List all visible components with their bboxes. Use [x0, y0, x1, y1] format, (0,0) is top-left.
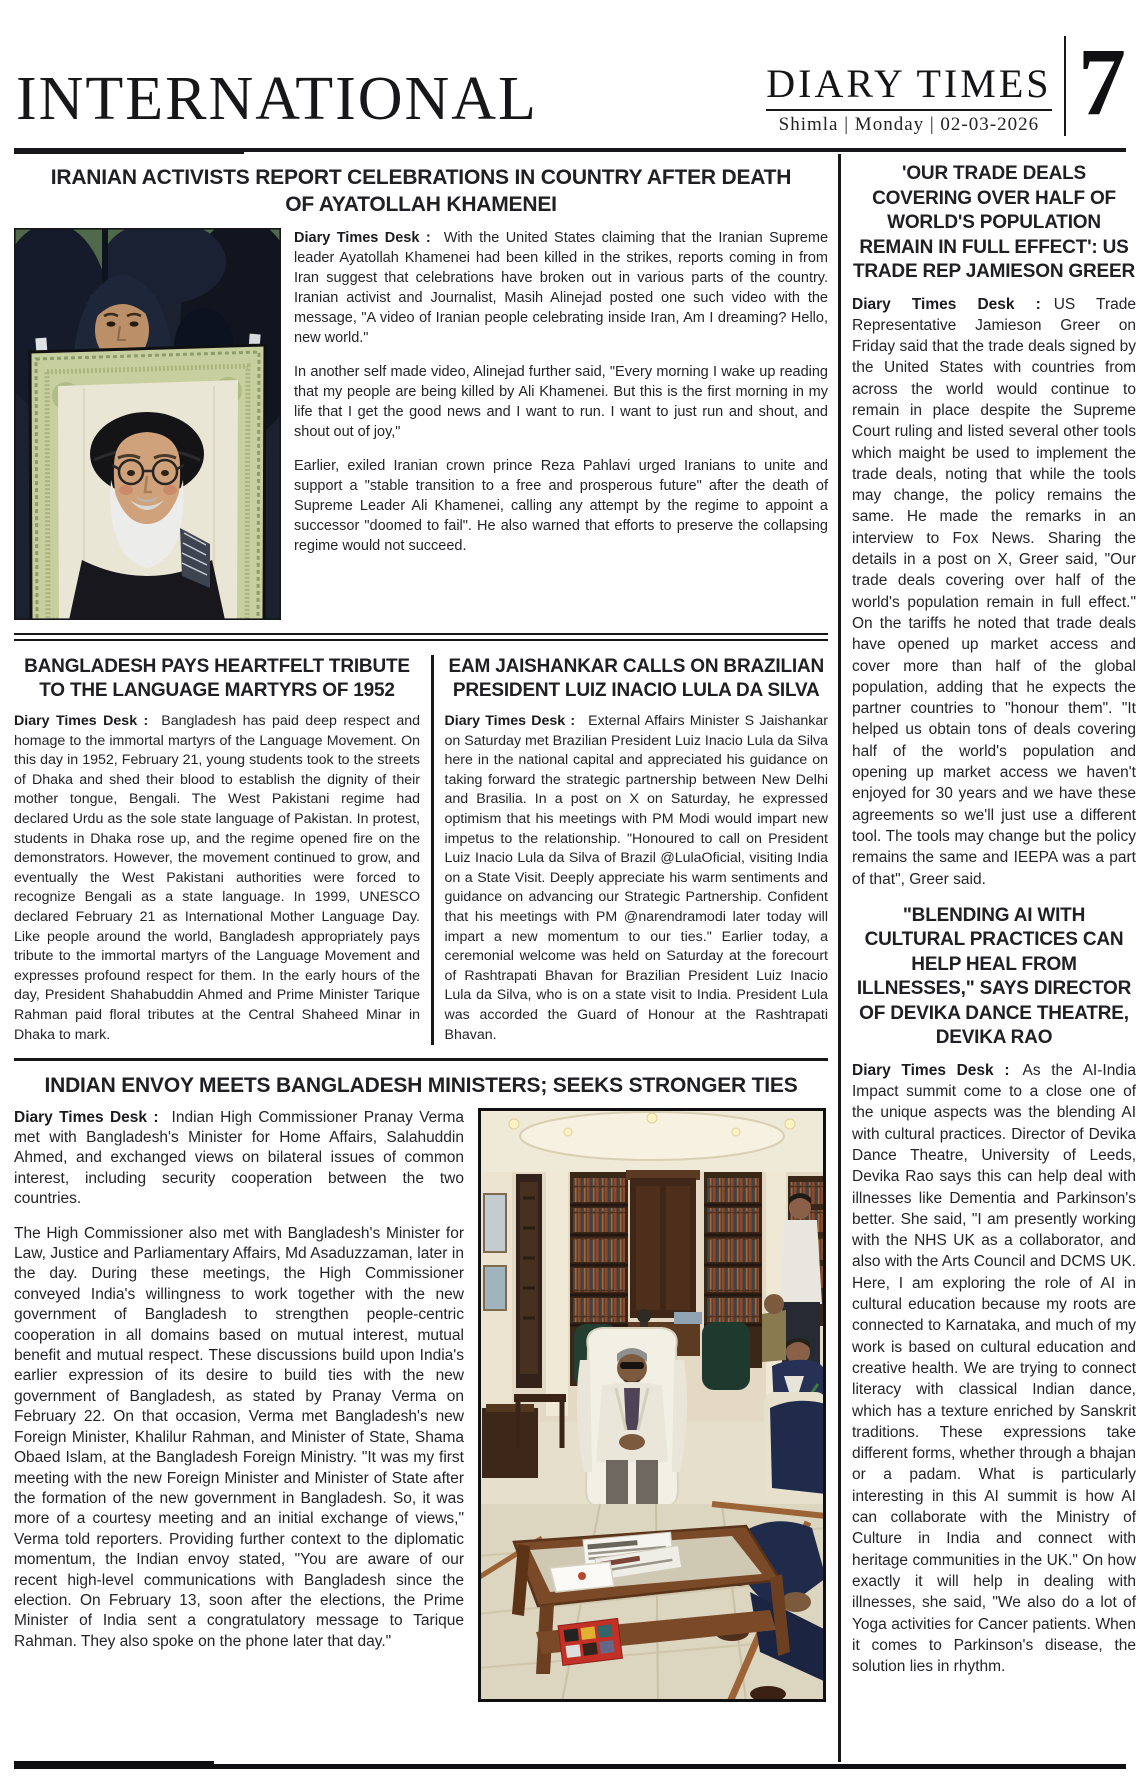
paragraph-text: Indian High Commissioner Pranay Verma met with Bangladesh's Minister for Home Affairs, Salahuddin Ahmed, and exchanged views on bilateral issues of common interest, including security cooperation between the two countries.	[14, 1108, 464, 1208]
headline-bangladesh: BANGLADESH PAYS HEARTFELT TRIBUTE TO THE LANGUAGE MARTYRS OF 1952	[24, 656, 410, 701]
middle-section	[14, 655, 828, 1045]
footer-rule	[14, 1764, 1126, 1769]
khamenei-poster-photo	[14, 228, 281, 620]
desk-label: Diary Times Desk :	[852, 1061, 1010, 1079]
paragraph-text: As the AI-India Impact summit come to a close one of the unique aspects was the blending AI with cultural practices. Director of Devika Dance Theatre, University of Leeds, Devika Rao says this can help deal with illnesses like Dementia and Parkinson's better. She said, "I am presently working with the NHS UK as a collaborator, and also with the Arts Council and DCMS UK. Here, I am exploring the role of AI in cultural education because my roots are connected to Karnataka, and much of my work is based on cultural education and creative health. We are trying to connect literacy with classical Indian dance, which has a texture enriched by Sanskrit traditions. These expressions take different forms, whether through a bhajan or a padam. What is particularly interesting in this AI summit is how AI can collaborate with the Ministry of Culture in India and connect with heritage communities in the UK." On how exactly it will help in dealing with illnesses, she said, "We also do a lot of Yoga activities for Cancer patients. When it comes to Parkinson's disease, the solution lies in rhythm.	[852, 1061, 1136, 1676]
paragraph-text: With the United States claiming that the Iranian Supreme leader Ayatollah Khamenei had been killed in the strikes, reports coming in from Iran suggest that celebrations have broken out in various parts of the country. Iranian activist and Journalist, Masih Alinejad posted one such video with the message, "A video of Iranian people celebrating inside Iran, Am I dreaming? Hello, new world."	[294, 230, 829, 346]
right-column-divider	[838, 154, 841, 1762]
main-area	[14, 158, 828, 1702]
paragraph	[852, 294, 1136, 890]
article-devika-body	[852, 1060, 1136, 1678]
headline-trade: 'OUR TRADE DEALS COVERING OVER HALF OF WORLD'S POPULATION REMAIN IN FULL EFFECT': US TRADE REP JAMIESON GREER	[852, 163, 1135, 282]
page-number: 7	[1078, 28, 1126, 135]
article-jaishankar-body	[445, 712, 829, 1045]
article-devika	[852, 904, 1136, 1678]
masthead-cluster	[766, 28, 1126, 136]
paragraph	[14, 1108, 464, 1210]
desk-label: Diary Times Desk :	[14, 1108, 159, 1126]
article-trade-body	[852, 294, 1136, 890]
headline-iran: IRANIAN ACTIVISTS REPORT CELEBRATIONS IN COUNTRY AFTER DEATH OF AYATOLLAH KHAMENEI	[50, 166, 792, 216]
masthead-divider	[1064, 36, 1067, 136]
desk-label: Diary Times Desk :	[294, 230, 431, 246]
article-jaishankar	[445, 655, 829, 1045]
desk-label: Diary Times Desk :	[444, 713, 576, 729]
paragraph	[852, 1060, 1136, 1678]
headline-devika: "BLENDING AI WITH CULTURAL PRACTICES CAN HELP HEAL FROM ILLNESSES," SAYS DIRECTOR OF DEVIKA DANCE THEATRE, DEVIKA RAO	[856, 904, 1132, 1049]
paragraph: The High Commissioner also met with Bangladesh's Minister for Law, Justice and Parliamentary Affairs, Md Asaduzzaman, later in the day. During these meetings, the High Commissioner conveyed India's willingness to work together with the new government of Bangladesh to strengthen people-centric cooperation in all domains based on mutual interest, mutual benefit and mutual respect. These discussions build upon India's earlier expression of its desire to build ties with the new government of Bangladesh, as stated by Pranay Verma on February 22. On that occasion, Verma met Bangladesh's new Foreign Minister, Khalilur Rahman, and Minister of State, Shama Obaed Islam, at the Bangladesh Foreign Ministry. "It was my first meeting with the new Foreign Minister and Minister of State after the formation of the new government in Bangladesh. So, it was more of a courtesy meeting and an initial exchange of views," Verma told reporters. Providing further context to the diplomatic momentum, the Indian envoy stated, "You are aware of our recent high-level communications with Bangladesh since the election. On February 13, soon after the elections, the Prime Minister of India sent a congratulatory message to Tarique Rahman. They also spoke on the phone later that day."	[14, 1224, 464, 1650]
article-iran-body	[294, 228, 828, 556]
page-header	[16, 20, 1126, 136]
article-envoy	[14, 1108, 828, 1702]
article-trade	[852, 162, 1136, 890]
paragraph-text: Bangladesh has paid deep respect and homage to the immortal martyrs of the Language Movement. On this day in 1952, February 21, young students took to the streets of Dhaka and shed their blood to establish the dignity of their mother tongue, Bengali. The West Pakistani regime had declared Urdu as the sole state language of Pakistan. In protest, students in Dhaka rose up, and the regime opened fire on the demonstrators. However, the movement continued to grow, and eventually the West Pakistani authorities were forced to recognize Bengali as a state language. In 1999, UNESCO declared February 21 as International Mother Language Day. Like people around the world, Bangladesh appropriately pays tribute to the immortal martyrs of the Language Movement and expresses profound respect for them. In the early hours of the day, President Shahabuddin Ahmed and Prime Minister Tarique Rahman paid floral tributes at the Central Shaheed Minar in Dhaka to mark.	[14, 713, 420, 1043]
desk-label: Diary Times Desk :	[852, 295, 1041, 313]
paragraph	[14, 712, 420, 1045]
meeting-room-photo	[478, 1108, 826, 1702]
section-double-rule	[14, 633, 828, 641]
desk-label: Diary Times Desk :	[14, 713, 149, 729]
masthead-block	[766, 36, 1051, 136]
masthead-rule	[766, 109, 1051, 112]
section-rule	[14, 1058, 828, 1061]
headline-jaishankar: EAM JAISHANKAR CALLS ON BRAZILIAN PRESIDENT LUIZ INACIO LULA DA SILVA	[448, 656, 825, 701]
article-bangladesh-body	[14, 712, 420, 1045]
paragraph	[294, 228, 828, 348]
column-divider	[431, 655, 434, 1045]
article-iran	[14, 228, 828, 620]
paragraph	[445, 712, 829, 1045]
masthead-title: DIARY TIMES	[766, 60, 1052, 106]
article-envoy-body	[14, 1108, 464, 1653]
paragraph-text: US Trade Representative Jamieson Greer on Friday said that the trade deals signed by the United States with countries from across the world would continue to remain in place despite the Supreme Court ruling and listed several other tools which maight be used to implement the trade deals, noting that while the tools may change, the policy remains the same. He made the remarks in an interview to Fox News. Sharing the details in a post on X, Greer said, "Our trade deals covering over half of the world's population remain in full effect." On the tariffs he noted that trade deals have opened up market access and cover more than half of the global population, adding that he expects the partner countries to "honour them". "It helped us obtain tons of deals covering half of the world's population and opening up market access we haven't enjoyed for 30 years and we have these agreements so we'll just use a different tool. The tools may change but the policy remains the same and IEEPA was a part of that", Greer said.	[852, 295, 1136, 888]
article-bangladesh	[14, 655, 420, 1045]
dateline: Shimla | Monday | 02-03-2026	[778, 114, 1040, 135]
paragraph-text: External Affairs Minister S Jaishankar on Saturday met Brazilian President Luiz Inacio Lula da Silva here in the national capital and appreciated his guidance on taking forward the strategic partnership between New Delhi and Brasilia. In a post on X on Saturday, he expressed optimism that his meetings with PM Modi would impart new impetus to the relationship. "Honoured to call on President Luiz Inacio Lula da Silva of Brazil @LulaOficial, visiting India on a State Visit. Deeply appreciate his warm sentiments and guidance on advancing our Strategic Partnership. Confident that his meetings with PM @narendramodi later today will impart a new momentum to our ties." Earlier today, a ceremonial welcome was held on Saturday at the forecourt of Rashtrapati Bhavan for Brazilian President Luiz Inacio Lula da Silva, who is on a state visit to India. President Lula was accorded the Guard of Honour at the Rashtrapati Bhavan.	[444, 713, 828, 1043]
paragraph: Earlier, exiled Iranian crown prince Reza Pahlavi urged Iranians to unite and support a "stable transition to a free and prosperous future" after the death of Supreme Leader Ali Khamenei, calling any attempt by the regime to appoint a successor "doomed to fail". He also warned that efforts to preserve the collapsing regime would not succeed.	[294, 458, 828, 554]
section-title: INTERNATIONAL	[16, 65, 538, 133]
header-rule	[14, 148, 1126, 152]
right-column	[852, 160, 1136, 1677]
headline-envoy: INDIAN ENVOY MEETS BANGLADESH MINISTERS; SEEKS STRONGER TIES	[44, 1073, 798, 1097]
paragraph: In another self made video, Alinejad further said, "Every morning I wake up reading that my people are being killed by Ali Khamenei. But this is the first morning in my life that I get the good news and I want to run. I want to just run and shout, and shout out of joy,"	[294, 364, 828, 440]
